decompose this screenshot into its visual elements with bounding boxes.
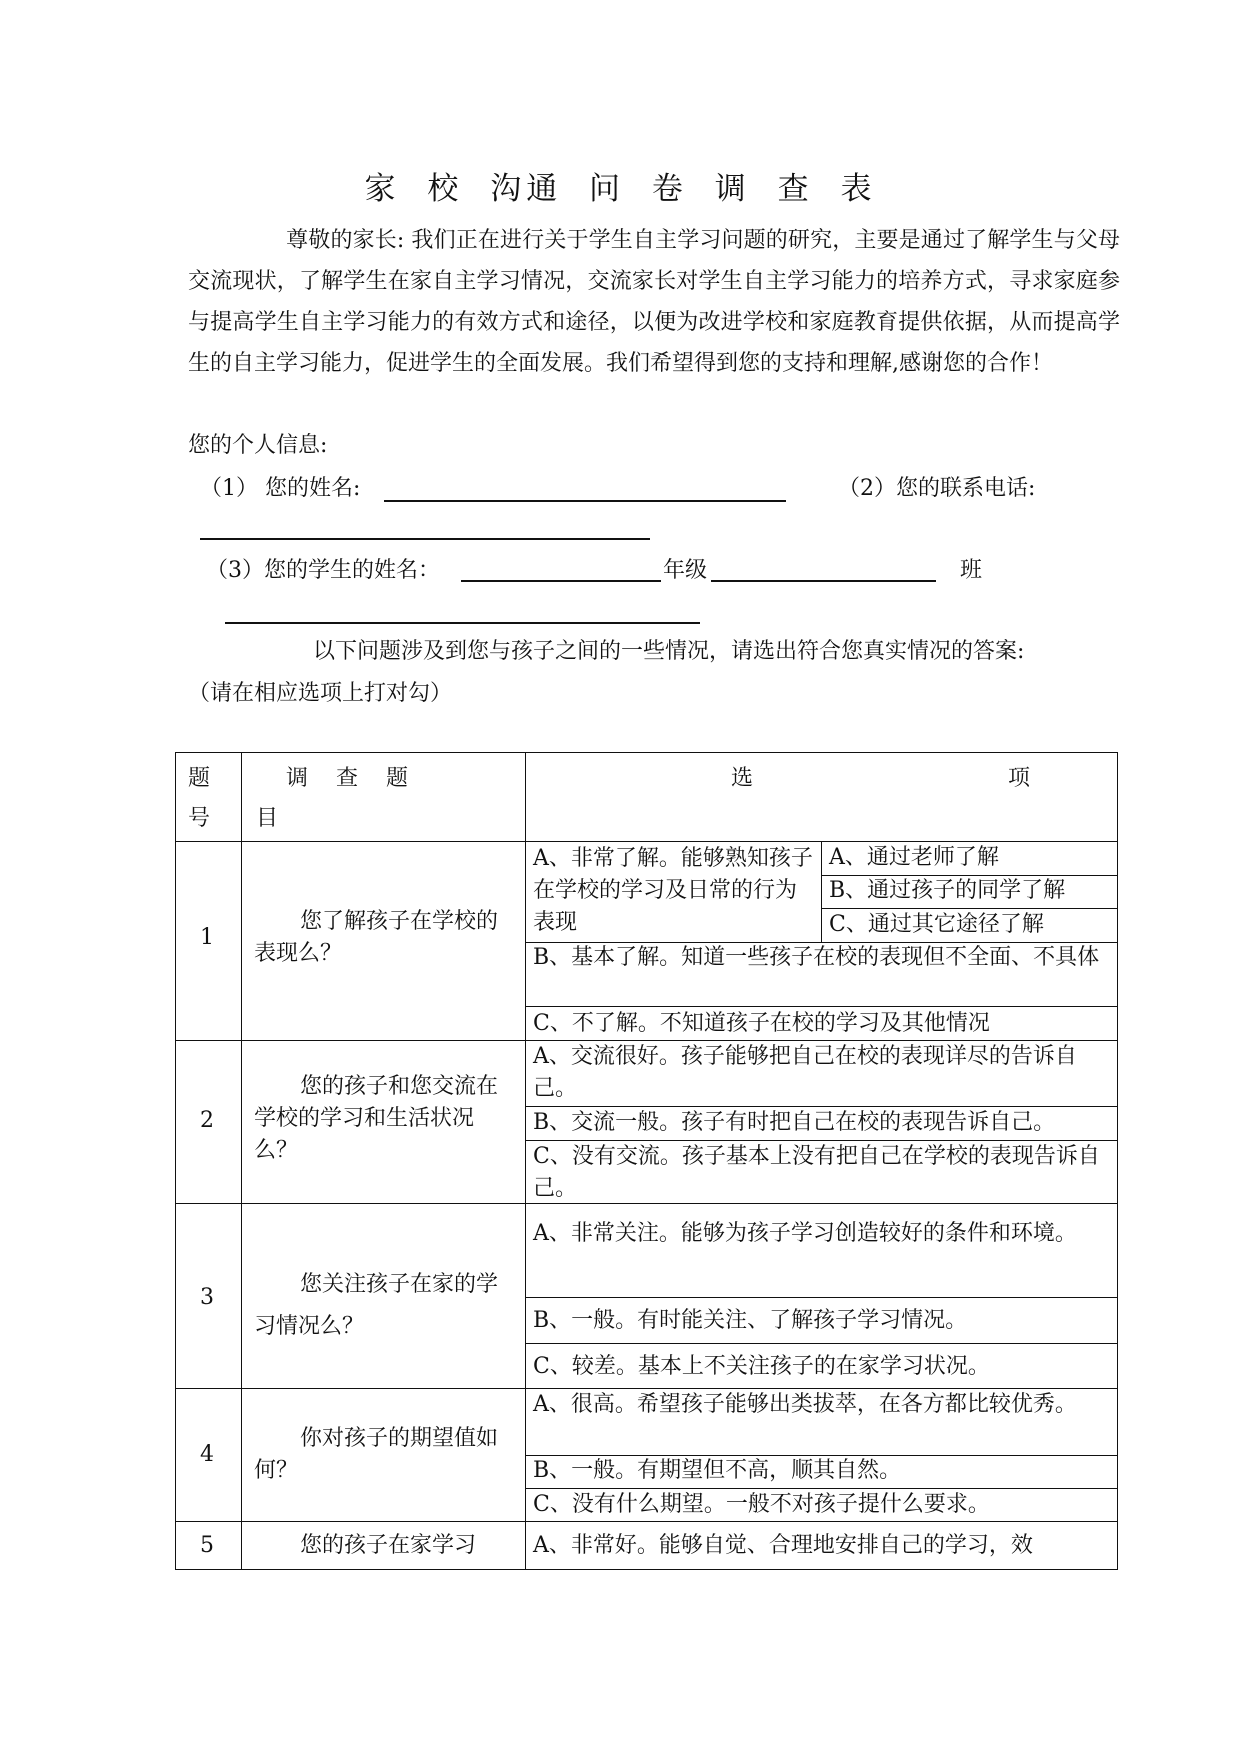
table-row-5 <box>176 1521 1117 1568</box>
row-1-option-a3[interactable]: C、通过其它途径了解 <box>829 912 1044 937</box>
header-question-2: 目 <box>256 806 279 831</box>
table-row-1 <box>176 841 1117 1040</box>
row-2-option-b[interactable]: B、交流一般。孩子有时把自己在校的表现告诉自己。 <box>533 1110 1056 1135</box>
row-3-option-c[interactable]: C、较差。基本上不关注孩子的在家学习状况。 <box>533 1354 990 1379</box>
row-3-question: 您关注孩子在家的学习情况么？ <box>254 1272 499 1339</box>
row-1-question: 您了解孩子在学校的表现么？ <box>254 909 499 966</box>
student-name-blank[interactable] <box>461 580 661 582</box>
row-2-num: 2 <box>200 1108 214 1133</box>
class-blank[interactable] <box>225 622 700 624</box>
instruction-line-1: 以下问题涉及到您与孩子之间的一些情况，请选出符合您真实情况的答案: <box>313 639 1025 664</box>
class-label: 班 <box>960 558 983 583</box>
row-5-num: 5 <box>200 1533 214 1558</box>
row-1-option-a1[interactable]: A、通过老师了解 <box>829 845 999 870</box>
phone-field-label: （2）您的联系电话: <box>838 476 1036 501</box>
row-5-option-a[interactable]: A、非常好。能够自觉、合理地安排自己的学习，效 <box>533 1533 1033 1558</box>
phone-field-blank[interactable] <box>200 538 650 540</box>
table-row-2 <box>176 1040 1117 1203</box>
table-header-row <box>176 753 1117 841</box>
row-2-option-a[interactable]: A、交流很好。孩子能够把自己在校的表现详尽的告诉自己。 <box>533 1044 1077 1101</box>
header-num-2: 号 <box>188 806 211 831</box>
row-1-num: 1 <box>200 925 214 950</box>
row-2-question: 您的孩子和您交流在学校的学习和生活状况么？ <box>254 1074 499 1163</box>
name-field-blank[interactable] <box>384 500 786 502</box>
name-field-label: （1） 您的姓名: <box>200 476 361 501</box>
row-4-option-a[interactable]: A、很高。希望孩子能够出类拔萃，在各方都比较优秀。 <box>533 1392 1077 1417</box>
grade-blank[interactable] <box>711 580 936 582</box>
header-num-1: 题 <box>188 766 211 791</box>
header-options-1: 选 <box>731 766 754 791</box>
row-3-option-a[interactable]: A、非常关注。能够为孩子学习创造较好的条件和环境。 <box>533 1221 1077 1246</box>
row-4-question: 你对孩子的期望值如何？ <box>254 1426 499 1483</box>
row-4-option-b[interactable]: B、一般。有期望但不高，顺其自然。 <box>533 1458 902 1483</box>
row-4-num: 4 <box>200 1442 214 1467</box>
table-row-4 <box>176 1388 1117 1521</box>
document-title: 家 校 沟通 问 卷 调 查 表 <box>364 171 877 207</box>
row-1-option-c[interactable]: C、不了解。不知道孩子在校的学习及其他情况 <box>533 1011 990 1036</box>
row-4-option-c[interactable]: C、没有什么期望。一般不对孩子提什么要求。 <box>533 1492 990 1517</box>
table-row-3 <box>176 1203 1117 1388</box>
row-2-option-c[interactable]: C、没有交流。孩子基本上没有把自己在学校的表现告诉自己。 <box>533 1144 1100 1201</box>
student-name-label: （3）您的学生的姓名： <box>206 558 440 583</box>
personal-info-heading: 您的个人信息: <box>188 433 328 458</box>
intro-text: 尊敬的家长: 我们正在进行关于学生自主学习问题的研究，主要是通过了解学生与父母交流现状，了解学生在家自主学习情况，交流家长对学生自主学习能力的培养方式，寻求家庭参与提高学生自主学习能力的有效方式和途径，以便为改进学校和家庭教育提供依据，从而提高学生的自主学习能力，促进学生的全面发展。我们希望得到您的支持和理解,感谢您的合作！ <box>188 228 1120 376</box>
header-options-2: 项 <box>1008 766 1031 791</box>
row-1-option-a[interactable]: A、非常了解。能够熟知孩子在学校的学习及日常的行为表现 <box>533 846 813 935</box>
grade-label: 年级 <box>663 558 708 583</box>
row-3-num: 3 <box>200 1285 214 1310</box>
survey-table <box>175 752 1118 1570</box>
intro-paragraph <box>188 220 1120 384</box>
row-1-option-a2[interactable]: B、通过孩子的同学了解 <box>829 878 1066 903</box>
row-1-option-b[interactable]: B、基本了解。知道一些孩子在校的表现但不全面、不具体 <box>533 945 1100 970</box>
header-question-1: 调 查 题 <box>286 766 408 791</box>
instruction-line-2: （请在相应选项上打对勾） <box>188 681 453 706</box>
row-3-option-b[interactable]: B、一般。有时能关注、了解孩子学习情况。 <box>533 1308 968 1333</box>
row-5-question: 您的孩子在家学习 <box>300 1533 477 1558</box>
